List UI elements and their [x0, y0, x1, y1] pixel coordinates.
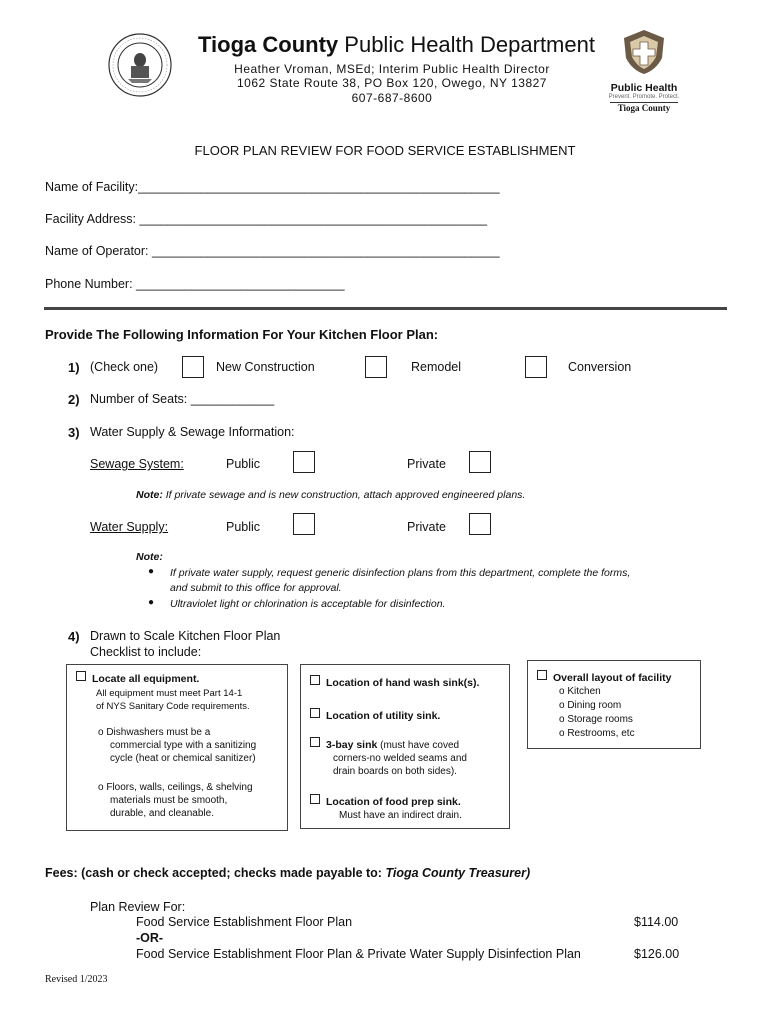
q3-number: 3): [68, 425, 80, 440]
checkbox-icon[interactable]: [310, 737, 320, 747]
phone-number-field[interactable]: Phone Number: ______________________________: [45, 277, 345, 291]
logo-county: Tioga County: [617, 103, 671, 113]
number-of-seats-field[interactable]: Number of Seats: ____________: [90, 392, 275, 406]
equipment-line1: All equipment must meet Part 14-1: [96, 688, 243, 699]
checklist-box-sinks: [300, 664, 510, 829]
water-supply-label: Water Supply:: [90, 520, 169, 534]
fee-price-1: $114.00: [634, 915, 679, 929]
q2-number: 2): [68, 392, 80, 407]
equipment-title-text: Locate all equipment.: [92, 673, 200, 685]
layout-storage: o Storage rooms: [559, 714, 633, 725]
new-construction-label: New Construction: [216, 360, 315, 374]
fees-heading: [45, 866, 530, 880]
sewage-public-label: Public: [226, 457, 261, 471]
phone-line: 607-687-8600: [351, 91, 433, 105]
sewage-note-text: If private sewage and is new construction, attach approved engineered plans.: [162, 489, 526, 501]
three-bay-sink-title: 3-bay sink: [326, 739, 378, 751]
q1-number: 1): [68, 360, 80, 375]
conversion-label: Conversion: [568, 360, 632, 374]
utility-sink-text: Location of utility sink.: [326, 710, 441, 722]
fee-item-2: Food Service Establishment Floor Plan & Private Water Supply Disinfection Plan: [136, 947, 581, 961]
water-note-1: If private water supply, request generic disinfection plans from this department, complete the forms,: [170, 567, 631, 579]
facility-address-field[interactable]: Facility Address: __________________________________________________: [45, 212, 488, 226]
sewage-public-checkbox[interactable]: [293, 451, 315, 473]
fee-or: -OR-: [136, 931, 164, 945]
water-note-1b: and submit to this office for approval.: [170, 582, 342, 594]
county-seal-icon: [108, 33, 172, 97]
equipment-line2: of NYS Sanitary Code requirements.: [96, 701, 250, 712]
header-title: [198, 32, 595, 58]
public-health-logo: [604, 28, 684, 112]
three-bay-sink-rest: (must have coved: [377, 740, 460, 751]
fees-payee: Tioga County Treasurer): [385, 866, 531, 880]
facility-name-field[interactable]: Name of Facility:____________________________________________________: [45, 180, 500, 194]
water-private-label: Private: [407, 520, 446, 534]
water-note-label: Note:: [136, 551, 163, 563]
q4-sub: Checklist to include:: [90, 645, 202, 659]
water-note-2: Ultraviolet light or chlorination is acceptable for disinfection.: [170, 598, 446, 610]
checkbox-icon[interactable]: [76, 671, 86, 681]
floors-line2: materials must be smooth,: [110, 795, 228, 806]
logo-tagline: Prevent. Promote. Protect.: [608, 94, 680, 100]
director-line: Heather Vroman, MSEd; Interim Public Health Director: [234, 62, 550, 76]
sewage-note-label: Note:: [136, 489, 163, 501]
checkbox-icon[interactable]: [310, 708, 320, 718]
food-prep-sink-sub: Must have an indirect drain.: [339, 810, 462, 821]
hand-wash-sink-item: [310, 675, 479, 689]
county-name: Tioga County: [198, 32, 339, 57]
utility-sink-item: [310, 708, 440, 722]
plan-review-label: Plan Review For:: [90, 900, 186, 914]
three-bay-sink-line3: drain boards on both sides).: [333, 766, 457, 777]
checklist-box-layout: [527, 660, 701, 749]
checkbox-icon[interactable]: [310, 794, 320, 804]
dishwashers-line2: commercial type with a sanitizing: [110, 740, 257, 751]
dishwashers-line3: cycle (heat or chemical sanitizer): [110, 753, 256, 764]
shield-icon: [604, 28, 684, 76]
remodel-checkbox[interactable]: [365, 356, 387, 378]
q4-label: Drawn to Scale Kitchen Floor Plan: [90, 629, 281, 643]
bullet-icon: ●: [148, 597, 155, 608]
conversion-checkbox[interactable]: [525, 356, 547, 378]
q3-label: Water Supply & Sewage Information:: [90, 425, 295, 439]
bullet-icon: ●: [148, 566, 155, 577]
three-bay-sink-line2: corners-no welded seams and: [333, 753, 467, 764]
layout-title: [537, 670, 671, 684]
layout-restrooms: o Restrooms, etc: [559, 728, 635, 739]
operator-name-field[interactable]: Name of Operator: __________________________________________________: [45, 244, 500, 258]
hand-wash-sink-text: Location of hand wash sink(s).: [326, 677, 480, 689]
section-divider: [44, 307, 727, 310]
floors-line1: o Floors, walls, ceilings, & shelving: [98, 782, 253, 793]
sewage-system-label: Sewage System:: [90, 457, 184, 471]
sewage-private-label: Private: [407, 457, 446, 471]
dishwashers-line1: o Dishwashers must be a: [98, 727, 211, 738]
checkbox-icon[interactable]: [310, 675, 320, 685]
food-prep-sink-item: [310, 794, 461, 808]
water-public-checkbox[interactable]: [293, 513, 315, 535]
q4-number: 4): [68, 629, 80, 644]
remodel-label: Remodel: [411, 360, 462, 374]
checkbox-icon[interactable]: [537, 670, 547, 680]
revised-date: Revised 1/2023: [45, 974, 108, 985]
water-public-label: Public: [226, 520, 261, 534]
logo-title: Public Health: [610, 82, 678, 94]
fee-price-2: $126.00: [634, 947, 680, 961]
department-name: Public Health Department: [344, 32, 595, 57]
sewage-note: [136, 489, 525, 501]
q1-label: (Check one): [90, 360, 159, 374]
water-private-checkbox[interactable]: [469, 513, 491, 535]
section-heading: Provide The Following Information For Your Kitchen Floor Plan:: [45, 327, 439, 342]
floors-line3: durable, and cleanable.: [110, 808, 214, 819]
checklist-box-equipment: [66, 664, 288, 831]
food-prep-sink-text: Location of food prep sink.: [326, 796, 461, 808]
document-title: FLOOR PLAN REVIEW FOR FOOD SERVICE ESTABLISHMENT: [194, 143, 576, 158]
layout-kitchen: o Kitchen: [559, 686, 601, 697]
address-line: 1062 State Route 38, PO Box 120, Owego, NY 13827: [237, 76, 547, 90]
layout-title-text: Overall layout of facility: [553, 672, 672, 684]
new-construction-checkbox[interactable]: [182, 356, 204, 378]
three-bay-sink-item: [310, 737, 459, 751]
fee-item-1: Food Service Establishment Floor Plan: [136, 915, 353, 929]
fees-heading-text: Fees: (cash or check accepted; checks made payable to:: [45, 866, 386, 880]
layout-dining: o Dining room: [559, 700, 622, 711]
sewage-private-checkbox[interactable]: [469, 451, 491, 473]
equipment-title: [76, 671, 199, 685]
